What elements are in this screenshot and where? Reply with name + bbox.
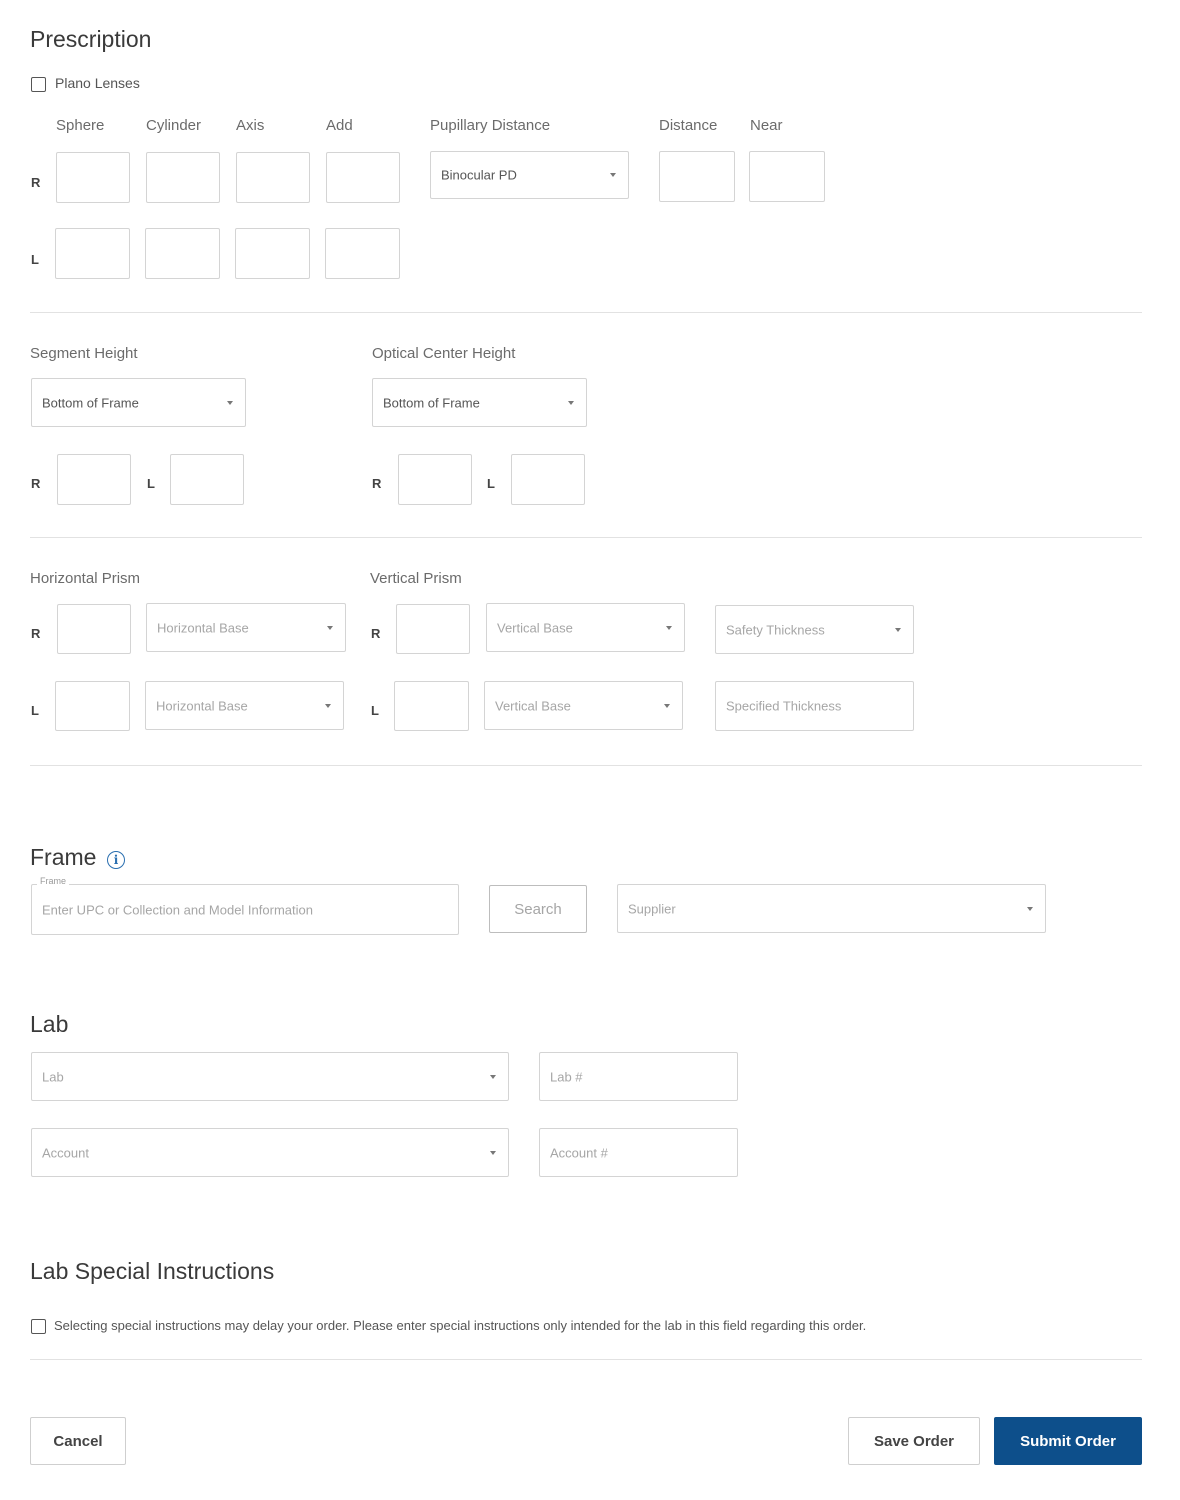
cancel-button[interactable]: Cancel	[30, 1417, 126, 1465]
save-order-button[interactable]: Save Order	[848, 1417, 980, 1465]
col-cylinder: Cylinder	[146, 117, 202, 134]
safety-thickness-value: Safety Thickness	[726, 622, 825, 637]
segment-height-value: Bottom of Frame	[42, 395, 139, 410]
account-number-input[interactable]	[539, 1128, 738, 1177]
segment-height-r-input[interactable]	[57, 454, 131, 505]
account-number-placeholder: Account #	[550, 1145, 608, 1160]
near-input[interactable]	[749, 151, 825, 202]
special-instructions-checkbox[interactable]	[31, 1319, 46, 1334]
vertical-base-r-select[interactable]	[486, 603, 685, 652]
vprism-l-label: L	[371, 703, 379, 718]
seg-l-label: L	[147, 476, 155, 491]
frame-field-label: Frame	[37, 876, 69, 886]
account-select-value: Account	[42, 1145, 89, 1160]
pd-type-value: Binocular PD	[441, 167, 517, 183]
horizontal-base-r-value: Horizontal Base	[157, 620, 249, 635]
horizontal-prism-r-input[interactable]	[57, 604, 131, 654]
segment-height-select[interactable]	[31, 378, 246, 427]
segment-height-l-input[interactable]	[170, 454, 244, 505]
chevron-down-icon	[895, 628, 901, 632]
vprism-r-label: R	[371, 626, 381, 641]
safety-thickness-select[interactable]	[715, 605, 914, 654]
cylinder-r-input[interactable]	[146, 152, 220, 203]
pd-type-select[interactable]	[430, 151, 629, 199]
divider	[30, 537, 1142, 538]
chevron-down-icon	[666, 626, 672, 630]
chevron-down-icon	[490, 1075, 496, 1079]
horizontal-prism-title: Horizontal Prism	[30, 570, 141, 587]
prism-r-label: R	[31, 626, 41, 641]
chevron-down-icon	[325, 704, 331, 708]
divider	[30, 765, 1142, 766]
vertical-base-l-value: Vertical Base	[495, 698, 571, 713]
specified-thickness-placeholder: Specified Thickness	[726, 698, 842, 714]
seg-r-label: R	[31, 476, 41, 491]
vertical-base-l-select[interactable]	[484, 681, 683, 730]
frame-search-placeholder: Enter UPC or Collection and Model Information	[42, 902, 313, 917]
submit-order-button[interactable]: Submit Order	[994, 1417, 1142, 1465]
divider	[30, 312, 1142, 313]
segment-height-title: Segment Height	[30, 345, 138, 362]
supplier-value: Supplier	[628, 901, 676, 916]
optical-center-r-input[interactable]	[398, 454, 472, 505]
oc-r-label: R	[372, 476, 382, 491]
chevron-down-icon	[568, 401, 574, 405]
lab-select-value: Lab	[42, 1069, 64, 1084]
vertical-prism-l-input[interactable]	[394, 681, 469, 731]
info-icon[interactable]: i	[107, 851, 125, 869]
horizontal-base-r-select[interactable]	[146, 603, 346, 652]
col-distance: Distance	[659, 117, 718, 134]
vertical-prism-r-input[interactable]	[396, 604, 470, 654]
axis-l-input[interactable]	[235, 228, 310, 279]
axis-r-input[interactable]	[236, 152, 310, 203]
horizontal-base-l-value: Horizontal Base	[156, 698, 248, 713]
lab-select[interactable]	[31, 1052, 509, 1101]
cylinder-l-input[interactable]	[145, 228, 220, 279]
optical-center-l-input[interactable]	[511, 454, 585, 505]
divider	[30, 1359, 1142, 1360]
supplier-select[interactable]	[617, 884, 1046, 933]
chevron-down-icon	[227, 401, 233, 405]
vertical-base-r-value: Vertical Base	[497, 620, 573, 635]
sphere-r-input[interactable]	[56, 152, 130, 203]
row-label-l: L	[31, 252, 39, 267]
distance-input[interactable]	[659, 151, 735, 202]
sphere-l-input[interactable]	[55, 228, 130, 279]
optical-center-height-title: Optical Center Height	[372, 345, 516, 362]
account-select[interactable]	[31, 1128, 509, 1177]
col-pupillary-distance: Pupillary Distance	[430, 117, 551, 134]
lab-number-placeholder: Lab #	[550, 1069, 583, 1084]
frame-title: Frame	[30, 844, 97, 870]
row-label-r: R	[31, 175, 41, 190]
vertical-prism-title: Vertical Prism	[370, 570, 462, 587]
prism-l-label: L	[31, 703, 39, 718]
add-r-input[interactable]	[326, 152, 400, 203]
optical-center-height-value: Bottom of Frame	[383, 395, 480, 410]
horizontal-prism-l-input[interactable]	[55, 681, 130, 731]
prescription-title: Prescription	[30, 26, 152, 52]
lab-number-input[interactable]	[539, 1052, 738, 1101]
plano-lenses-label: Plano Lenses	[55, 75, 140, 91]
special-instructions-label: Selecting special instructions may delay your order. Please enter special instructions only intended for the lab in this field regarding this order.	[54, 1318, 867, 1333]
plano-lenses-checkbox[interactable]	[31, 77, 46, 92]
chevron-down-icon	[327, 626, 333, 630]
special-instructions-title: Lab Special Instructions	[30, 1258, 275, 1284]
horizontal-base-l-select[interactable]	[145, 681, 344, 730]
chevron-down-icon	[664, 704, 670, 708]
col-axis: Axis	[236, 117, 265, 134]
add-l-input[interactable]	[325, 228, 400, 279]
col-near: Near	[750, 117, 783, 134]
optical-center-height-select[interactable]	[372, 378, 587, 427]
frame-search-button[interactable]: Search	[489, 885, 587, 933]
col-add: Add	[326, 117, 353, 134]
col-sphere: Sphere	[56, 117, 105, 134]
chevron-down-icon	[610, 173, 616, 177]
frame-search-input[interactable]	[31, 884, 459, 935]
chevron-down-icon	[490, 1151, 496, 1155]
oc-l-label: L	[487, 476, 495, 491]
chevron-down-icon	[1027, 907, 1033, 911]
specified-thickness-input[interactable]	[715, 681, 914, 731]
lab-title: Lab	[30, 1011, 69, 1037]
